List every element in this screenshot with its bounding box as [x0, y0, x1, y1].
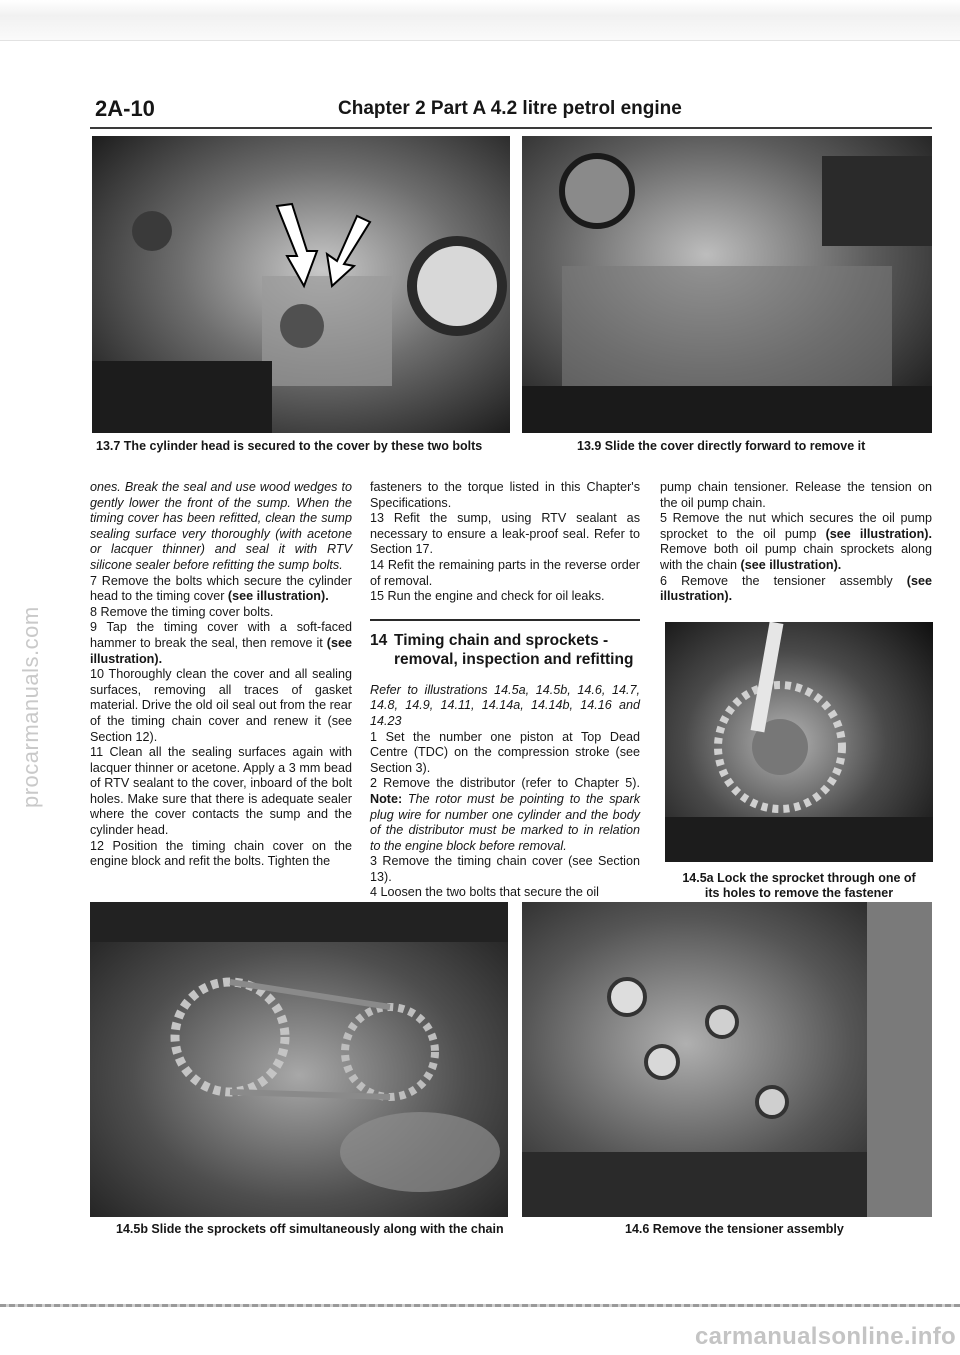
footer-watermark: carmanualsonline.info: [694, 1323, 956, 1350]
caption-14-5b: 14.5b Slide the sprockets off simultaneously along with the chain: [116, 1222, 504, 1236]
see-illustration-ref: (see illustration).: [90, 635, 352, 666]
paragraph-intro: ones. Break the seal and use wood wedges to gently lower the front of the sump. When the timing cover has been refitted, clean the sump sealing surface very thoroughly (with acetone or lacquer thinner) and seal it with RTV silicone sealer before refitting the sump bolts.: [90, 480, 352, 572]
caption-13-7: 13.7 The cylinder head is secured to the cover by these two bolts: [96, 439, 483, 453]
side-watermark-text: procarmanuals.com: [18, 606, 43, 808]
step-4: 4 Loosen the two bolts that secure the oil: [370, 885, 599, 900]
step-6: 6 Remove the tensioner assembly (see illustration).: [660, 573, 932, 604]
caption-14-6: 14.6 Remove the tensioner assembly: [625, 1222, 844, 1236]
step-3: 3 Remove the timing chain cover (see Section 13).: [370, 854, 640, 884]
paragraph-10: 10 Thoroughly clean the cover and all sealing surfaces, removing all traces of gasket material. Drive the old oil seal out from the rear of the timing chain cover and renew it (see Section 12).: [90, 667, 352, 744]
section-title: Timing chain and sprockets - removal, inspection and refitting: [394, 631, 634, 668]
note-text: The rotor must be pointing to the spark plug wire for number one cylinder and the body of the distributor must be marked to in relation to the engine block before removal.: [370, 791, 640, 853]
paragraph-14: 14 Refit the remaining parts in the reverse order of removal.: [370, 557, 640, 588]
photo-14-5b: [90, 902, 508, 1217]
top-scan-band: [0, 0, 960, 41]
header-rule: [90, 127, 932, 129]
section-heading-14: [370, 619, 640, 669]
caption-13-9: 13.9 Slide the cover directly forward to remove it: [577, 439, 866, 453]
refer-to-illustrations: Refer to illustrations 14.5a, 14.5b, 14.6, 14.7, 14.8, 14.9, 14.11, 14.14a, 14.14b, 14.16 and 14.23: [370, 682, 640, 728]
caption-14-5a: 14.5a Lock the sprocket through one of its holes to remove the fastener: [682, 871, 916, 900]
step-5: 5 Remove the nut which secures the oil pump sprocket to the oil pump (see illustration). Remove both oil pump chain sprockets along with the chain (see illustration).: [660, 511, 933, 572]
photo-14-5a: [665, 622, 933, 862]
text-column-1: [90, 480, 352, 870]
text-column-3: [660, 480, 932, 605]
chapter-title: Chapter 2 Part A 4.2 litre petrol engine: [338, 98, 682, 119]
paragraph-12: 12 Position the timing chain cover on the engine block and refit the bolts. Tighten the: [90, 838, 352, 869]
note-label: Note:: [370, 791, 403, 806]
photo-13-9: [522, 136, 932, 433]
step-1: 1 Set the number one piston at Top Dead Centre (TDC) on the compression stroke (see Section 3).: [370, 729, 640, 775]
page-number: 2A-10: [95, 96, 155, 121]
paragraph-13: 13 Refit the sump, using RTV sealant as necessary to ensure a leak-proof seal. Refer to Section 17.: [370, 511, 640, 557]
see-illustration-ref: (see illustration).: [740, 557, 842, 572]
paragraph-cont: pump chain tensioner. Release the tension on the oil pump chain.: [660, 480, 932, 510]
section-number: 14: [370, 631, 388, 649]
footer-band: [0, 1300, 960, 1355]
page-header: [95, 96, 930, 126]
photo-14-6: [522, 902, 932, 1217]
text-column-2: [370, 480, 640, 901]
paragraph-8: 8 Remove the timing cover bolts.: [90, 604, 274, 619]
paragraph-cont: fasteners to the torque listed in this Chapter's Specifications.: [370, 480, 640, 510]
paragraph-11: 11 Clean all the sealing surfaces again with lacquer thinner or acetone. Apply a 3 mm bead of RTV sealant to the cover, inboard of the bolt holes. Make sure that there is adequate sealer where the cover contacts the sump and the cylinder head.: [90, 745, 352, 838]
see-illustration-ref: (see illustration).: [660, 573, 932, 604]
see-illustration-ref: (see illustration).: [825, 526, 933, 541]
paragraph-15: 15 Run the engine and check for oil leaks.: [370, 589, 605, 604]
paragraph-9: 9 Tap the timing cover with a soft-faced hammer to break the seal, then remove it (see illustration).: [90, 620, 352, 666]
see-illustration-ref: (see illustration).: [227, 589, 329, 604]
step-2: 2 Remove the distributor (refer to Chapter 5). Note: The rotor must be pointing to the spark plug wire for number one cylinder and the body of the distributor must be marked to in relation to the engine block before removal.: [370, 776, 640, 853]
paragraph-7: 7 Remove the bolts which secure the cylinder head to the timing cover (see illustration).: [90, 573, 352, 604]
footer-stripe: [0, 1304, 960, 1307]
photo-13-7: [92, 136, 510, 433]
